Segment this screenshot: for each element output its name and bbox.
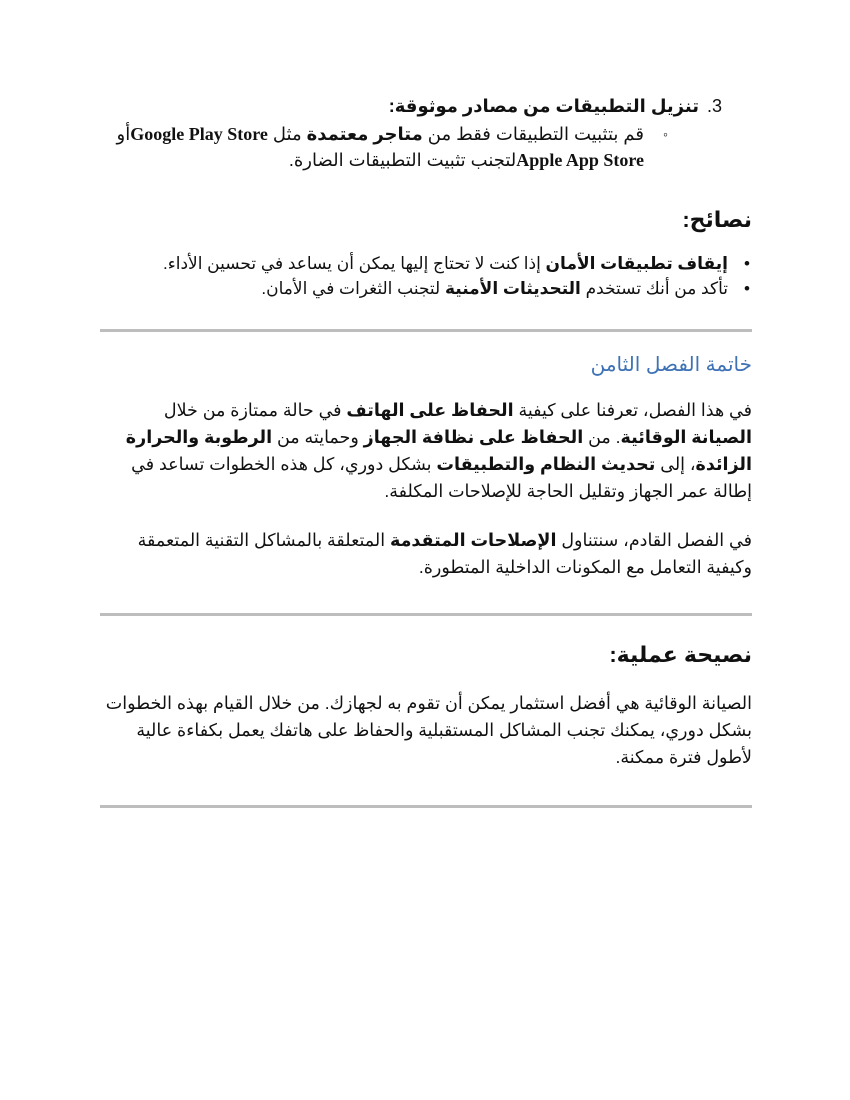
tips-heading: نصائح:	[682, 207, 752, 232]
text-run: مثل	[267, 124, 307, 144]
text-run: في هذا الفصل، تعرفنا على كيفية	[513, 400, 752, 420]
text-run: لتجنب تثبيت التطبيقات الضارة.	[288, 150, 517, 170]
bold-run: الحفاظ على الهاتف	[346, 400, 514, 420]
bold-run: الإصلاحات المتقدمة	[389, 530, 557, 550]
tips-list	[100, 251, 752, 301]
conclusion-paragraph-2	[100, 527, 752, 581]
bold-run: متاجر معتمدة	[306, 124, 423, 144]
bold-run: التحديثات الأمنية	[444, 279, 581, 298]
bold-run: تحديث النظام والتطبيقات	[436, 454, 656, 474]
sub-list-item	[100, 121, 668, 173]
bullet-icon: •	[744, 279, 750, 298]
text-run: تأكد من أنك تستخدم	[580, 279, 728, 298]
conclusion-title: خاتمة الفصل الثامن	[590, 354, 752, 376]
text-run: في حالة ممتازة من خلال	[163, 400, 347, 420]
tips-item	[100, 276, 750, 301]
bullet-icon: •	[744, 254, 750, 273]
section-divider	[100, 329, 752, 332]
text-run: لتجنب الثغرات في الأمان.	[261, 279, 445, 298]
bold-run: إيقاف تطبيقات الأمان	[545, 254, 728, 273]
bold-run: الرطوبة والحرارة الزائدة	[125, 427, 752, 474]
list-number: 3.	[706, 96, 722, 116]
text-run: وحمايته من	[272, 427, 364, 447]
document-page	[100, 90, 752, 808]
list-item-3	[100, 96, 722, 117]
bold-run: الحفاظ على نظافة الجهاز	[363, 427, 584, 447]
text-run: أو	[116, 124, 131, 144]
tips-item	[100, 251, 750, 276]
practical-tip-heading: نصيحة عملية:	[609, 642, 752, 667]
text-run: إذا كنت لا تحتاج إليها يمكن أن يساعد في تحسين الأداء.	[163, 254, 546, 273]
text-run: بشكل دوري، كل هذه الخطوات تساعد في إطالة عمر الجهاز وتقليل الحاجة للإصلاحات المكلفة.	[131, 454, 752, 501]
section-divider	[100, 805, 752, 808]
hollow-bullet-icon: ◦	[663, 126, 668, 142]
text-run: في الفصل القادم، سنتناول	[556, 530, 752, 550]
google-play-store: Google Play Store	[130, 124, 268, 144]
sub-list	[100, 121, 752, 173]
section-divider	[100, 613, 752, 616]
conclusion-paragraph-1	[100, 397, 752, 505]
text-run: . من	[583, 427, 621, 447]
text-run: ، إلى	[655, 454, 696, 474]
text-run: المتعلقة بالمشاكل التقنية المتعمقة وكيفية التعامل مع المكونات الداخلية المتطورة.	[137, 530, 752, 577]
list-heading: تنزيل التطبيقات من مصادر موثوقة:	[388, 96, 699, 116]
bold-run: الصيانة الوقائية	[620, 427, 752, 447]
text-run: قم بتثبيت التطبيقات فقط من	[422, 124, 644, 144]
practical-tip-paragraph: الصيانة الوقائية هي أفضل استثمار يمكن أن تقوم به لجهازك. من خلال القيام بهذه الخطوات بشكل دوري، يمكنك تجنب المشاكل المستقبلية والحفاظ على هاتفك يعمل بكفاءة عالية لأطول فترة ممكنة.	[105, 693, 752, 767]
apple-app-store: Apple App Store	[516, 150, 644, 170]
